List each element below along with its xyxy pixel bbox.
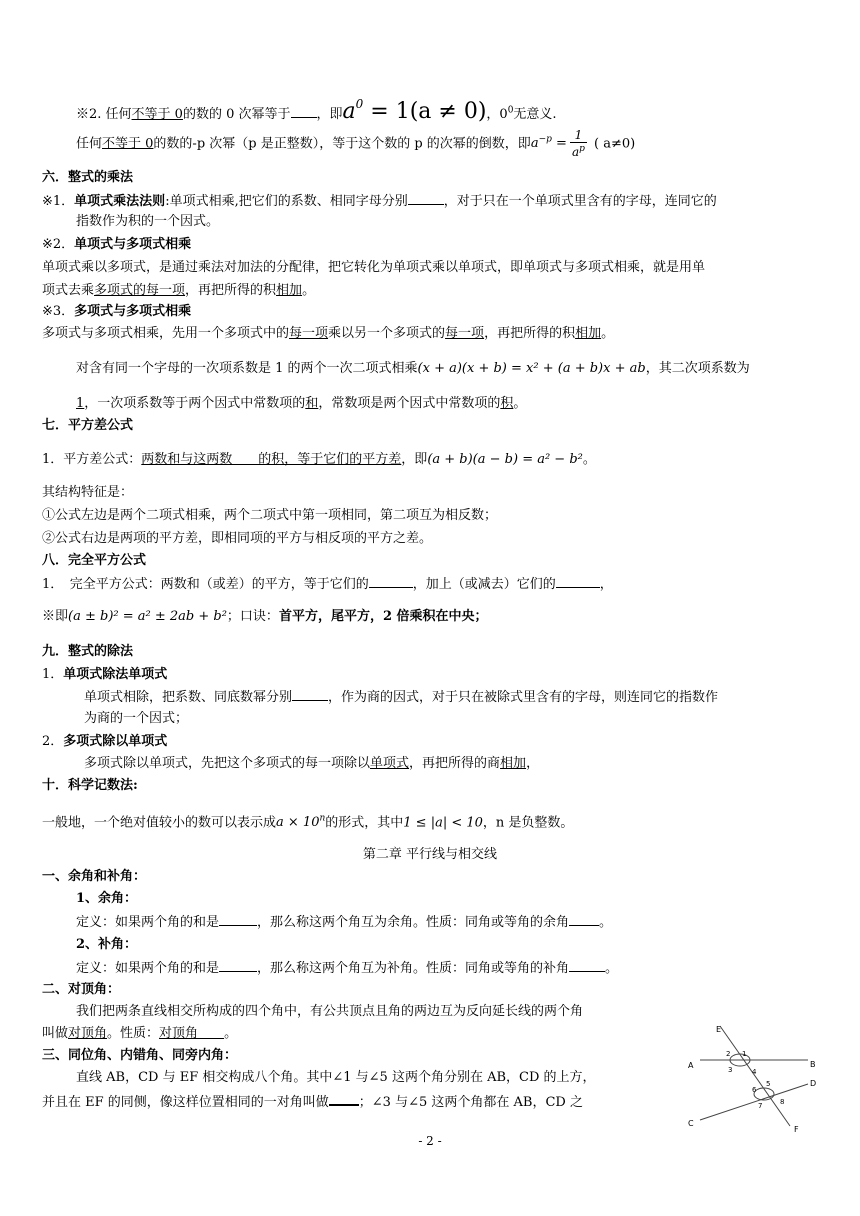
vertical-angle-text-2: 叫做对顶角。性质：对顶角 。 [42, 1026, 238, 1041]
chapter2-section-2-title: 二、对顶角： [42, 982, 121, 997]
line-monomial-division: 单项式相除，把系数、同底数幂分别 ，作为商的因式，对于只在被除式里含有的字母，则连同它的指数作 [84, 690, 719, 705]
line-monomial-rule: ※1．单项式乘法法则:单项式相乘,把它们的系数、相同字母分别 ，对于只在一个单项式里含有的字母，连同它的 [42, 194, 717, 209]
fraction: $\frac{1}{a^p}$ [571, 127, 585, 159]
angle-label-7: 7 [758, 1102, 763, 1110]
point-label-d: D [810, 1079, 817, 1088]
line-feature-2: ②公式右边是两项的平方差，即相同项的平方与相反项的平方之差。 [42, 531, 433, 546]
angle-label-1: 1 [742, 1050, 747, 1058]
page-number: - 2 - [418, 1134, 442, 1148]
section-9-title: 九．整式的除法 [42, 644, 134, 659]
section-9-1-title: 1．单项式除法单项式 [42, 667, 168, 682]
line-coefficients: 1，一次项系数等于两个因式中常数项的和，常数项是两个因式中常数项的积。 [76, 396, 527, 411]
line-zero-power: ※2. 任何不等于 0的数的 0 次幂等于 ，即$a^0 = 1(a \ne 0)$，$0^0$无意义. [76, 97, 557, 124]
line-negative-power: 任何不等于 0的数的-p 次幂（p 是正整数），等于这个数的 p 的次幂的倒数，即$a^{-p}$ = $\frac{1}{a^p}$ ( a≠0) [76, 127, 636, 159]
complementary-angle-title: 1、余角： [76, 891, 138, 906]
line-scientific-notation: 一般地，一个绝对值较小的数可以表示成$a \times 10^n$的形式，其中1 ≤ |a| < 10，n 是负整数。 [42, 814, 574, 831]
section-6-3-title: ※3．多项式与多项式相乘 [42, 304, 192, 319]
line-perfect-square-formula: ※即(a ± b)² = a² ± 2ab + b²；口诀：首平方，尾平方，2 倍乘积在中央； [42, 609, 488, 624]
formula-power-of-ten: $a \times 10^n$ [276, 814, 326, 831]
section-7-title: 七．平方差公式 [42, 418, 134, 433]
angle-label-3: 3 [728, 1066, 733, 1074]
supplementary-definition: 定义：如果两个角的和是 ，那么称这两个角互为补角。性质：同角或等角的补角 。 [76, 961, 619, 976]
angle-label-6: 6 [752, 1086, 757, 1094]
answer-blank [569, 959, 605, 972]
answer-blank [408, 192, 444, 205]
line-ef [720, 1026, 790, 1126]
formula-a-neg-p: $a^{-p}$ = [530, 135, 567, 152]
answer-blank [569, 913, 599, 926]
section-8-title: 八．完全平方公式 [42, 553, 147, 568]
angle-label-8: 8 [780, 1098, 785, 1106]
line-monomial-poly-1: 单项式乘以多项式，是通过乘法对加法的分配律，把它转化为单项式乘以单项式，即单项式与多项式相乘，就是用单 [42, 260, 706, 275]
formula-perfect-square: (a ± b)² = a² ± 2ab + b² [68, 609, 227, 624]
angle-label-4: 4 [752, 1068, 757, 1076]
point-label-f: F [794, 1125, 799, 1132]
answer-blank [556, 575, 600, 588]
answer-blank [219, 913, 257, 926]
line-feature-1: ①公式左边是两个二项式相乘，两个二项式中第一项相同，第二项互为相反数； [42, 508, 498, 523]
section-6-2-title: ※2．单项式与多项式相乘 [42, 237, 192, 252]
line-poly-division: 多项式除以单项式，先把这个多项式的每一项除以单项式，再把所得的商相加， [84, 756, 540, 771]
answer-blank [219, 959, 257, 972]
section-6-title: 六．整式的乘法 [42, 170, 134, 185]
line-difference-squares: 1．平方差公式：两数和与这两数 的积，等于它们的平方差，即(a + b)(a − b) = a² − b²。 [42, 452, 596, 467]
answer-blank [329, 1092, 359, 1106]
formula-a0: $a^0 = 1(a \ne 0)$ [342, 97, 487, 124]
line-quotient-factor: 为商的一个因式； [84, 711, 189, 726]
corresponding-angle-text-2: 并且在 EF 的同侧，像这样位置相同的一对角叫做 ；∠3 与∠5 这两个角都在 AB，CD 之 [42, 1092, 583, 1112]
answer-blank [292, 688, 328, 701]
chapter2-section-3-title: 三、同位角、内错角、同旁内角： [42, 1048, 238, 1063]
line-binomial-product: 对含有同一个字母的一次项系数是 1 的两个一次二项式相乘(x + a)(x + b) = x² + (a + b)x + ab，其二次项系数为 [76, 361, 750, 376]
formula-binomial: (x + a)(x + b) = x² + (a + b)x + ab [417, 361, 646, 376]
transversal-figure [680, 1022, 830, 1132]
chapter2-section-1-title: 一、余角和补角： [42, 869, 147, 884]
line-exponent-factor: 指数作为积的一个因式。 [76, 214, 220, 229]
formula-difference-squares: (a + b)(a − b) = a² − b² [427, 452, 583, 467]
line-structure: 其结构特征是： [42, 485, 134, 500]
point-label-a: A [688, 1061, 694, 1070]
point-label-e: E [716, 1025, 722, 1034]
angle-label-2: 2 [726, 1050, 731, 1058]
section-10-title: 十．科学记数法: [42, 778, 138, 793]
section-9-2-title: 2．多项式除以单项式 [42, 734, 168, 749]
line-perfect-square: 1． 完全平方公式：两数和（或差）的平方，等于它们的 ，加上（或减去）它们的 ， [42, 577, 613, 592]
line-monomial-poly-2: 项式去乘多项式的每一项，再把所得的积相加。 [42, 283, 316, 298]
chapter-title: 第二章 平行线与相交线 [362, 847, 498, 862]
answer-blank [369, 575, 413, 588]
formula-abs-range: 1 ≤ |a| < 10 [403, 815, 483, 831]
complementary-definition: 定义：如果两个角的和是 ，那么称这两个角互为余角。性质：同角或等角的余角 。 [76, 915, 613, 930]
vertical-angle-text-1: 我们把两条直线相交所构成的四个角中，有公共顶点且角的两边互为反向延长线的两个角 [76, 1004, 584, 1019]
angle-label-5: 5 [766, 1080, 771, 1088]
point-label-b: B [810, 1060, 816, 1069]
line-poly-poly: 多项式与多项式相乘，先用一个多项式中的每一项乘以另一个多项式的每一项，再把所得的积相加。 [42, 326, 615, 341]
corresponding-angle-text-1: 直线 AB，CD 与 EF 相交构成八个角。其中∠1 与∠5 这两个角分别在 AB，CD 的上方， [76, 1070, 596, 1085]
answer-blank [291, 105, 317, 118]
point-label-c: C [688, 1119, 694, 1128]
supplementary-angle-title: 2、补角： [76, 937, 138, 952]
